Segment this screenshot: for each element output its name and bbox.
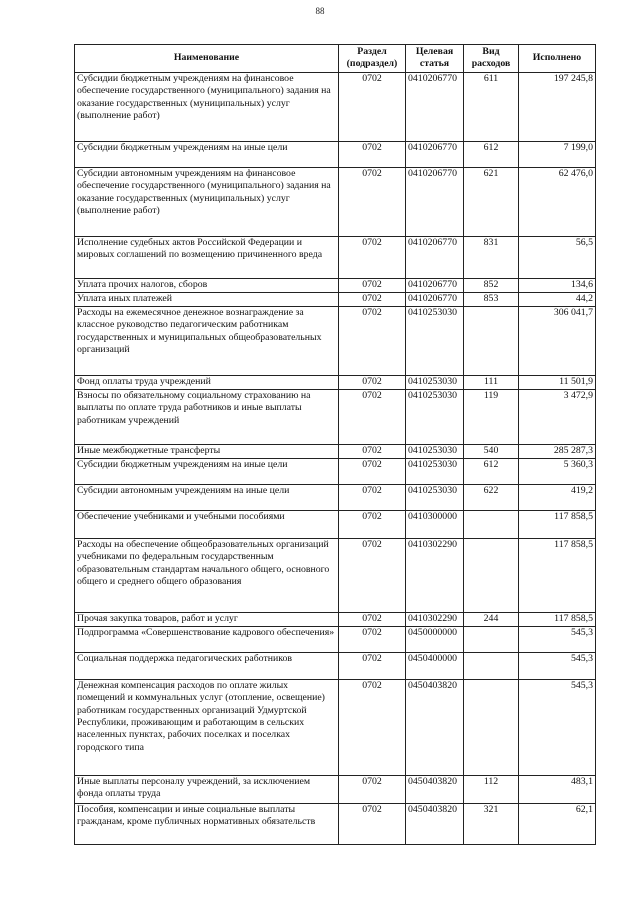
row-article: 0410302290 [406,538,464,612]
row-name: Пособия, компенсации и иные социальные выплаты гражданам, кроме публичных нормативных обязательств [75,803,339,844]
row-name: Субсидии бюджетным учреждениям на финансовое обеспечение государственного (муниципального) задания на оказание государственных (муниципальных) услуг (выполнение работ) [75,72,339,141]
table-row [75,679,596,775]
row-type [464,538,519,612]
table-row [75,375,596,389]
row-type: 111 [464,375,519,389]
row-amount: 56,5 [519,236,596,278]
row-amount: 483,1 [519,775,596,803]
row-article: 0410253030 [406,306,464,375]
table-row [75,510,596,538]
row-name: Денежная компенсация расходов по оплате жилых помещений и коммунальных услуг (отопление, освещение) работникам государственных организаций Удмуртской Республики, проживающим и работающим в сельских населенных пунктах, рабочих поселках и поселках городского типа [75,679,339,775]
row-type: 853 [464,292,519,306]
row-type: 112 [464,775,519,803]
row-name: Субсидии бюджетным учреждениям на иные цели [75,141,339,167]
row-section: 0702 [339,444,406,458]
row-article: 0410302290 [406,612,464,626]
row-amount: 545,3 [519,626,596,652]
row-amount: 419,2 [519,484,596,510]
row-amount: 197 245,8 [519,72,596,141]
table-row [75,278,596,292]
row-name: Прочая закупка товаров, работ и услуг [75,612,339,626]
row-article: 0450403820 [406,803,464,844]
row-amount: 62 476,0 [519,167,596,236]
row-section: 0702 [339,72,406,141]
row-name: Социальная поддержка педагогических работников [75,652,339,679]
row-article: 0410253030 [406,444,464,458]
row-section: 0702 [339,652,406,679]
row-section: 0702 [339,484,406,510]
budget-table [74,44,596,845]
row-type [464,652,519,679]
row-amount: 306 041,7 [519,306,596,375]
row-article: 0410253030 [406,458,464,484]
row-type [464,510,519,538]
row-section: 0702 [339,236,406,278]
row-name: Подпрограмма «Совершенствование кадрового обеспечения» [75,626,339,652]
row-amount: 117 858,5 [519,510,596,538]
row-section: 0702 [339,167,406,236]
row-amount: 117 858,5 [519,538,596,612]
row-name: Расходы на ежемесячное денежное вознаграждение за классное руководство педагогическим работникам государственных и муниципальных общеобразовательных организаций [75,306,339,375]
row-article: 0410253030 [406,389,464,444]
row-section: 0702 [339,389,406,444]
row-section: 0702 [339,458,406,484]
table-row [75,538,596,612]
table-row [75,612,596,626]
row-amount: 44,2 [519,292,596,306]
row-amount: 11 501,9 [519,375,596,389]
row-type [464,679,519,775]
row-section: 0702 [339,510,406,538]
row-amount: 545,3 [519,652,596,679]
row-type: 831 [464,236,519,278]
row-section: 0702 [339,775,406,803]
row-name: Субсидии бюджетным учреждениям на иные цели [75,458,339,484]
row-section: 0702 [339,292,406,306]
row-section: 0702 [339,626,406,652]
table-row [75,167,596,236]
row-article: 0410253030 [406,375,464,389]
row-name: Фонд оплаты труда учреждений [75,375,339,389]
table-row [75,389,596,444]
row-name: Взносы по обязательному социальному страхованию на выплаты по оплате труда работников и иные выплаты работникам учреждений [75,389,339,444]
row-name: Субсидии автономным учреждениям на иные цели [75,484,339,510]
row-article: 0450403820 [406,679,464,775]
row-name: Иные межбюджетные трансферты [75,444,339,458]
row-article: 0410206770 [406,141,464,167]
table-header-row [75,45,596,73]
row-name: Субсидии автономным учреждениям на финансовое обеспечение государственного (муниципального) задания на оказание государственных (муниципальных) услуг (выполнение работ) [75,167,339,236]
row-name: Уплата прочих налогов, сборов [75,278,339,292]
header-article: Целевая статья [406,45,464,73]
table-row [75,444,596,458]
header-name: Наименование [75,45,339,73]
row-amount: 62,1 [519,803,596,844]
header-amount: Исполнено [519,45,596,73]
row-amount: 5 360,3 [519,458,596,484]
row-article: 0410206770 [406,292,464,306]
table-row [75,652,596,679]
row-name: Уплата иных платежей [75,292,339,306]
row-type: 621 [464,167,519,236]
row-article: 0450400000 [406,652,464,679]
table-row [75,306,596,375]
table-row [75,141,596,167]
row-section: 0702 [339,278,406,292]
header-section: Раздел (подраздел) [339,45,406,73]
row-type: 119 [464,389,519,444]
row-article: 0410206770 [406,278,464,292]
page-number: 88 [315,6,325,16]
table-row [75,458,596,484]
header-type: Вид расходов [464,45,519,73]
row-type: 321 [464,803,519,844]
row-amount: 285 287,3 [519,444,596,458]
table-row [75,484,596,510]
row-name: Расходы на обеспечение общеобразовательных организаций учебниками по федеральным государственным образовательным стандартам начального общего, основного общего и среднего общего образования [75,538,339,612]
row-section: 0702 [339,141,406,167]
row-article: 0410206770 [406,72,464,141]
row-amount: 7 199,0 [519,141,596,167]
row-article: 0450000000 [406,626,464,652]
row-type: 540 [464,444,519,458]
row-section: 0702 [339,375,406,389]
row-type [464,626,519,652]
row-amount: 117 858,5 [519,612,596,626]
row-type: 244 [464,612,519,626]
row-type: 852 [464,278,519,292]
row-type: 612 [464,141,519,167]
table-row [75,72,596,141]
row-article: 0410206770 [406,236,464,278]
row-article: 0410253030 [406,484,464,510]
row-section: 0702 [339,538,406,612]
row-article: 0450403820 [406,775,464,803]
row-article: 0410206770 [406,167,464,236]
row-name: Иные выплаты персоналу учреждений, за исключением фонда оплаты труда [75,775,339,803]
table-row [75,803,596,844]
table-row [75,236,596,278]
row-type: 611 [464,72,519,141]
row-type [464,306,519,375]
table-row [75,775,596,803]
row-amount: 134,6 [519,278,596,292]
row-section: 0702 [339,612,406,626]
row-name: Обеспечение учебниками и учебными пособиями [75,510,339,538]
row-name: Исполнение судебных актов Российской Федерации и мировых соглашений по возмещению причиненного вреда [75,236,339,278]
row-section: 0702 [339,306,406,375]
row-amount: 3 472,9 [519,389,596,444]
row-section: 0702 [339,679,406,775]
table-row [75,626,596,652]
row-amount: 545,3 [519,679,596,775]
row-article: 0410300000 [406,510,464,538]
row-type: 612 [464,458,519,484]
row-section: 0702 [339,803,406,844]
row-type: 622 [464,484,519,510]
table-row [75,292,596,306]
